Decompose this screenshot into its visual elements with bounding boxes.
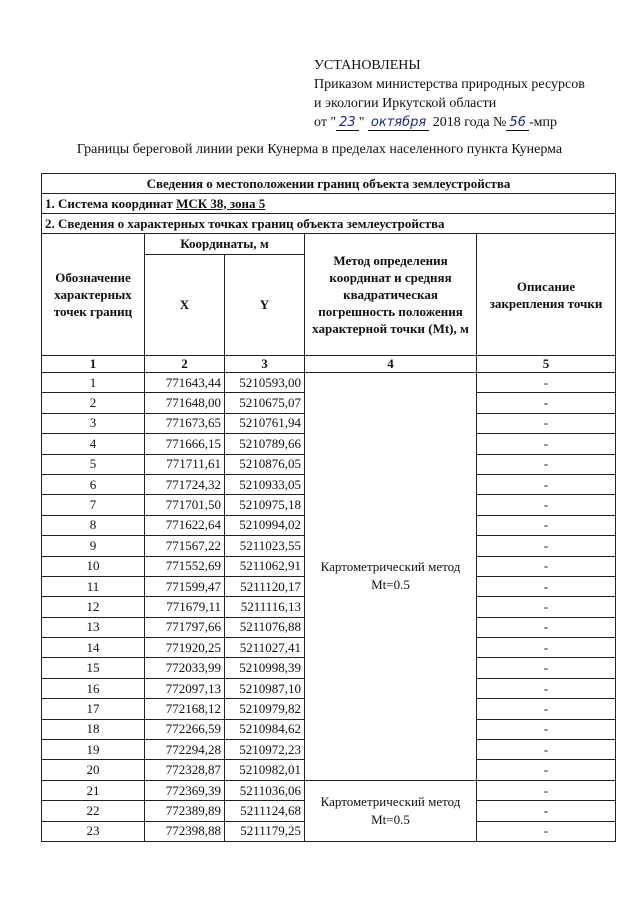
point-number: 6: [42, 474, 145, 494]
coord-x: 772168,12: [145, 699, 225, 719]
method-cell: Картометрический метод Mt=0.5: [305, 373, 477, 781]
coord-y: 5210979,82: [225, 699, 305, 719]
document-title: Границы береговой линии реки Кунерма в пределах населенного пункта Кунерма: [76, 142, 563, 157]
approval-line: и экологии Иркутской области: [314, 96, 497, 111]
header-method: Метод определения координат и средняя квадратическая погрешность положения характерной точки (Mt), м: [305, 234, 477, 356]
header-y: Y: [225, 255, 305, 356]
coord-x: 771679,11: [145, 597, 225, 617]
description-cell: -: [477, 536, 616, 556]
description-cell: -: [477, 821, 616, 841]
table-row: [42, 373, 616, 393]
date-prefix: от ": [314, 115, 337, 130]
coord-y: 5211036,06: [225, 780, 305, 800]
point-number: 20: [42, 760, 145, 780]
description-cell: -: [477, 658, 616, 678]
description-cell: -: [477, 373, 616, 393]
coord-y: 5211062,91: [225, 556, 305, 576]
coord-x: 771648,00: [145, 393, 225, 413]
coord-x: 771724,32: [145, 474, 225, 494]
coord-x: 772369,39: [145, 780, 225, 800]
handwritten-month: октября: [368, 115, 429, 131]
approval-block: [314, 56, 585, 132]
point-number: 14: [42, 638, 145, 658]
column-number: 3: [225, 356, 305, 373]
description-cell: -: [477, 597, 616, 617]
description-cell: -: [477, 740, 616, 760]
point-number: 4: [42, 434, 145, 454]
coord-y: 5210675,07: [225, 393, 305, 413]
coord-x: 771552,69: [145, 556, 225, 576]
coord-x: 771701,50: [145, 495, 225, 515]
point-number: 21: [42, 780, 145, 800]
point-number: 11: [42, 576, 145, 596]
description-cell: -: [477, 801, 616, 821]
coord-x: 771673,65: [145, 413, 225, 433]
description-cell: -: [477, 495, 616, 515]
table-body: [42, 373, 616, 842]
description-cell: -: [477, 454, 616, 474]
coord-x: 772033,99: [145, 658, 225, 678]
column-number: 2: [145, 356, 225, 373]
coord-y: 5210994,02: [225, 515, 305, 535]
description-cell: -: [477, 556, 616, 576]
coord-x: 772398,88: [145, 821, 225, 841]
coordinate-system-value: МСК 38, зона 5: [176, 195, 266, 211]
boundary-table: [41, 173, 616, 842]
description-cell: -: [477, 576, 616, 596]
point-number: 18: [42, 719, 145, 739]
description-cell: -: [477, 699, 616, 719]
coord-x: 771599,47: [145, 576, 225, 596]
handwritten-number: 56: [506, 115, 529, 131]
point-number: 23: [42, 821, 145, 841]
point-number: 19: [42, 740, 145, 760]
column-number: 4: [305, 356, 477, 373]
approval-line: Приказом министерства природных ресурсов: [314, 77, 585, 92]
coord-x: 771797,66: [145, 617, 225, 637]
coord-y: 5211023,55: [225, 536, 305, 556]
point-number: 7: [42, 495, 145, 515]
point-number: 22: [42, 801, 145, 821]
point-number: 16: [42, 678, 145, 698]
point-number: 17: [42, 699, 145, 719]
point-number: 1: [42, 373, 145, 393]
coord-x: 772389,89: [145, 801, 225, 821]
coord-y: 5210876,05: [225, 454, 305, 474]
coord-y: 5210761,94: [225, 413, 305, 433]
point-number: 8: [42, 515, 145, 535]
coord-y: 5210984,62: [225, 719, 305, 739]
point-number: 13: [42, 617, 145, 637]
point-number: 2: [42, 393, 145, 413]
method-cell: Картометрический метод Mt=0.5: [305, 780, 477, 841]
description-cell: -: [477, 515, 616, 535]
description-cell: -: [477, 413, 616, 433]
description-cell: -: [477, 638, 616, 658]
coordinate-system: [42, 194, 616, 214]
coord-x: 772328,87: [145, 760, 225, 780]
coord-x: 771666,15: [145, 434, 225, 454]
header-description: Описание закрепления точки: [477, 234, 616, 356]
coord-x: 772294,28: [145, 740, 225, 760]
coord-y: 5210975,18: [225, 495, 305, 515]
coord-y: 5211179,25: [225, 821, 305, 841]
description-cell: -: [477, 393, 616, 413]
coord-y: 5211076,88: [225, 617, 305, 637]
coord-x: 771643,44: [145, 373, 225, 393]
date-year: 2018 года №: [432, 115, 507, 130]
coord-x: 772266,59: [145, 719, 225, 739]
coord-y: 5210998,39: [225, 658, 305, 678]
coord-y: 5211120,17: [225, 576, 305, 596]
coord-y: 5211116,13: [225, 597, 305, 617]
coord-y: 5210972,23: [225, 740, 305, 760]
point-number: 15: [42, 658, 145, 678]
point-number: 12: [42, 597, 145, 617]
order-suffix: -мпр: [528, 115, 557, 130]
header-x: X: [145, 255, 225, 356]
point-number: 5: [42, 454, 145, 474]
coord-x: 772097,13: [145, 678, 225, 698]
description-cell: -: [477, 474, 616, 494]
description-cell: -: [477, 760, 616, 780]
table-row: [42, 780, 616, 800]
coord-x: 771920,25: [145, 638, 225, 658]
handwritten-day: 23: [336, 115, 359, 131]
subsection-title: 2. Сведения о характерных точках границ объекта землеустройства: [42, 214, 616, 234]
description-cell: -: [477, 719, 616, 739]
description-cell: -: [477, 780, 616, 800]
header-coordinates: Координаты, м: [145, 234, 305, 255]
coord-x: 771567,22: [145, 536, 225, 556]
description-cell: -: [477, 617, 616, 637]
column-number: 5: [477, 356, 616, 373]
coord-y: 5210593,00: [225, 373, 305, 393]
date-quote: ": [358, 115, 365, 130]
coord-y: 5211027,41: [225, 638, 305, 658]
header-point: Обозначение характерных точек границ: [42, 234, 145, 356]
description-cell: -: [477, 434, 616, 454]
approval-heading: УСТАНОВЛЕНЫ: [314, 58, 421, 73]
coord-y: 5211124,68: [225, 801, 305, 821]
coord-x: 771711,61: [145, 454, 225, 474]
approval-date-line: [314, 113, 585, 132]
coord-x: 771622,64: [145, 515, 225, 535]
point-number: 10: [42, 556, 145, 576]
column-number: 1: [42, 356, 145, 373]
point-number: 9: [42, 536, 145, 556]
coord-y: 5210987,10: [225, 678, 305, 698]
description-cell: -: [477, 678, 616, 698]
coordinate-system-label: 1. Система координат: [45, 195, 177, 211]
coord-y: 5210789,66: [225, 434, 305, 454]
coord-y: 5210982,01: [225, 760, 305, 780]
coord-y: 5210933,05: [225, 474, 305, 494]
section-title: Сведения о местоположении границ объекта землеустройства: [42, 174, 616, 194]
point-number: 3: [42, 413, 145, 433]
